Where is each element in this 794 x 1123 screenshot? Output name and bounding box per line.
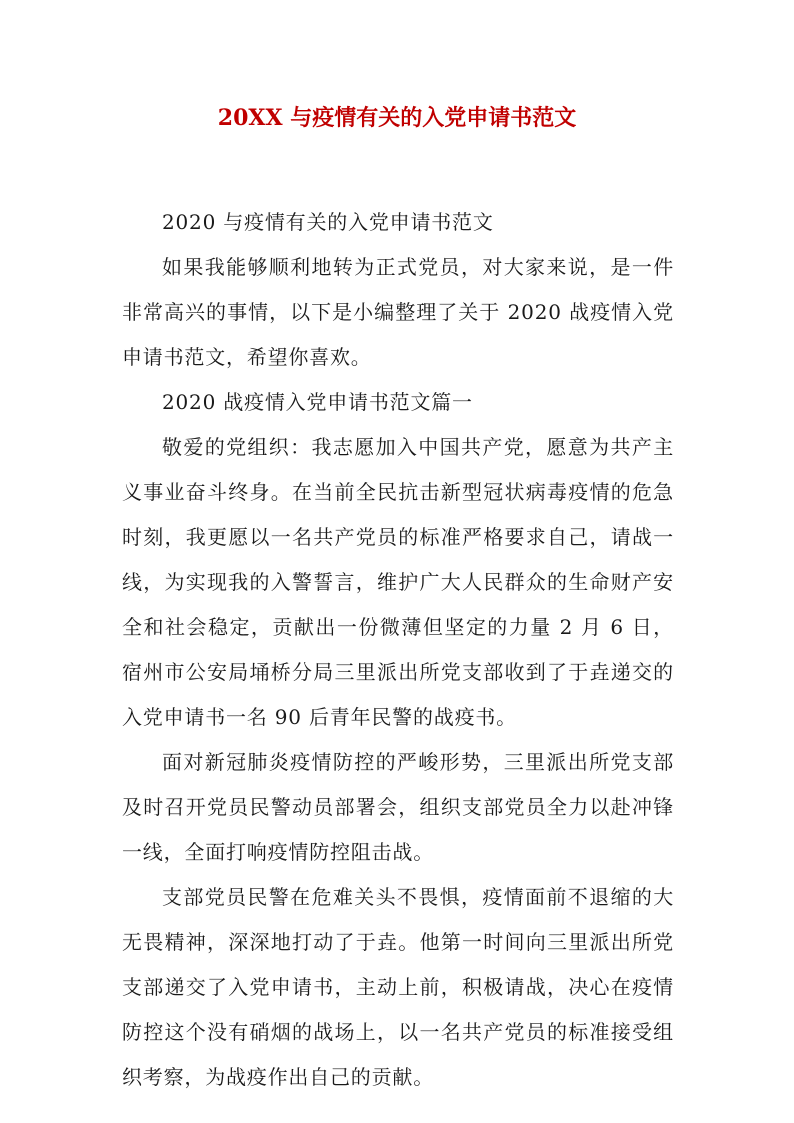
intro-paragraph: 如果我能够顺利地转为正式党员，对大家来说，是一件非常高兴的事情，以下是小编整理了关于 2020 战疫情入党申请书范文，希望你喜欢。 [122, 255, 674, 369]
section-heading: 2020 战疫情入党申请书范文篇一 [162, 390, 473, 414]
body-paragraph-3: 支部党员民警在危难关头不畏惧，疫情面前不退缩的大无畏精神，深深地打动了于垚。他第一时间向三里派出所党支部递交了入党申请书，主动上前，积极请战，决心在疫情防控这个没有硝烟的战场上，以一名共产党员的标准接受组织考察，为战疫作出自己的贡献。 [122, 885, 674, 1089]
article-subtitle: 2020 与疫情有关的入党申请书范文 [162, 210, 494, 234]
document-body [122, 200, 674, 1100]
document-title: 20XX 与疫情有关的入党申请书范文 [217, 105, 577, 131]
body-paragraph-1: 敬爱的党组织：我志愿加入中国共产党，愿意为共产主义事业奋斗终身。在当前全民抗击新型冠状病毒疫情的危急时刻，我更愿以一名共产党员的标准严格要求自己，请战一线，为实现我的入警誓言，维护广大人民群众的生命财产安全和社会稳定，贡献出一份微薄但坚定的力量 2 月 6 日，宿州市公安局埇桥分局三里派出所党支部收到了于垚递交的入党申请书一名 90 后青年民警的战疫书。 [122, 435, 674, 729]
body-paragraph-2: 面对新冠肺炎疫情防控的严峻形势，三里派出所党支部及时召开党员民警动员部署会，组织支部党员全力以赴冲锋一线，全面打响疫情防控阻击战。 [122, 750, 674, 864]
